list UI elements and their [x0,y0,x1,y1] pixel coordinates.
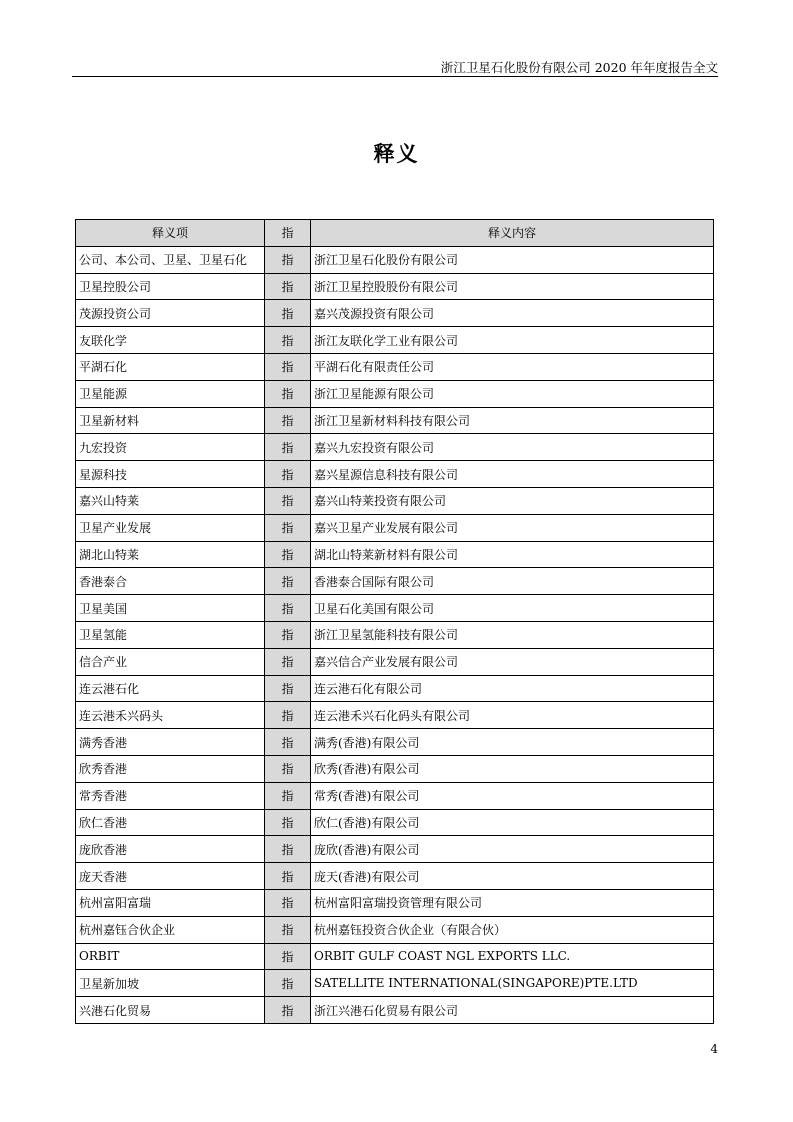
refers-cell: 指 [265,461,311,488]
refers-cell: 指 [265,729,311,756]
refers-cell: 指 [265,380,311,407]
refers-cell: 指 [265,997,311,1024]
definition-cell: 连云港石化有限公司 [311,675,714,702]
table-row [76,487,714,514]
definition-cell: 满秀(香港)有限公司 [311,729,714,756]
definition-cell: 庞天(香港)有限公司 [311,863,714,890]
table-row [76,273,714,300]
refers-cell: 指 [265,541,311,568]
refers-cell: 指 [265,300,311,327]
definition-cell: 杭州富阳富瑞投资管理有限公司 [311,889,714,916]
term-cell: 嘉兴山特莱 [76,487,265,514]
table-row [76,863,714,890]
definition-cell: 浙江卫星控股股份有限公司 [311,273,714,300]
term-cell: 卫星能源 [76,380,265,407]
definition-cell: SATELLITE INTERNATIONAL(SINGAPORE)PTE.LTD [311,970,714,997]
definition-cell: 嘉兴信合产业发展有限公司 [311,648,714,675]
definition-cell: 卫星石化美国有限公司 [311,595,714,622]
term-cell: 庞天香港 [76,863,265,890]
term-cell: 常秀香港 [76,782,265,809]
table-row [76,595,714,622]
table-row [76,407,714,434]
term-cell: 九宏投资 [76,434,265,461]
table-body [76,246,714,1023]
term-cell: 满秀香港 [76,729,265,756]
table-row [76,380,714,407]
definition-cell: 嘉兴星源信息科技有限公司 [311,461,714,488]
refers-cell: 指 [265,407,311,434]
column-header-definition: 释义内容 [311,220,714,247]
table-row [76,568,714,595]
table-row [76,434,714,461]
column-header-term: 释义项 [76,220,265,247]
definition-cell: 浙江卫星石化股份有限公司 [311,246,714,273]
term-cell: 平湖石化 [76,353,265,380]
header-rule [72,76,718,77]
refers-cell: 指 [265,514,311,541]
term-cell: 友联化学 [76,327,265,354]
table-row [76,889,714,916]
definition-cell: 庞欣(香港)有限公司 [311,836,714,863]
definition-cell: 平湖石化有限责任公司 [311,353,714,380]
term-cell: 卫星产业发展 [76,514,265,541]
definition-cell: 欣秀(香港)有限公司 [311,755,714,782]
refers-cell: 指 [265,809,311,836]
refers-cell: 指 [265,621,311,648]
refers-cell: 指 [265,889,311,916]
table-row [76,729,714,756]
refers-cell: 指 [265,595,311,622]
term-cell: 香港泰合 [76,568,265,595]
refers-cell: 指 [265,916,311,943]
term-cell: 杭州富阳富瑞 [76,889,265,916]
refers-cell: 指 [265,970,311,997]
definition-cell: 浙江卫星能源有限公司 [311,380,714,407]
definition-cell: 嘉兴山特莱投资有限公司 [311,487,714,514]
table-row [76,836,714,863]
definition-cell: 杭州嘉钰投资合伙企业（有限合伙） [311,916,714,943]
refers-cell: 指 [265,273,311,300]
table-row [76,943,714,970]
table-row [76,916,714,943]
definition-cell: 连云港禾兴石化码头有限公司 [311,702,714,729]
table-row [76,514,714,541]
definition-cell: 香港泰合国际有限公司 [311,568,714,595]
term-cell: 茂源投资公司 [76,300,265,327]
running-header: 浙江卫星石化股份有限公司 2020 年年度报告全文 [440,60,718,75]
table-row [76,997,714,1024]
definition-cell: ORBIT GULF COAST NGL EXPORTS LLC. [311,943,714,970]
refers-cell: 指 [265,943,311,970]
term-cell: 欣仁香港 [76,809,265,836]
page-title: 释义 [373,142,420,166]
page-number: 4 [710,1042,718,1056]
refers-cell: 指 [265,648,311,675]
refers-cell: 指 [265,702,311,729]
term-cell: 庞欣香港 [76,836,265,863]
term-cell: 卫星氢能 [76,621,265,648]
refers-cell: 指 [265,675,311,702]
table-row [76,461,714,488]
table-row [76,246,714,273]
table-row [76,327,714,354]
table-row [76,675,714,702]
refers-cell: 指 [265,863,311,890]
term-cell: 兴港石化贸易 [76,997,265,1024]
table-header-row [76,220,714,247]
definition-cell: 浙江友联化学工业有限公司 [311,327,714,354]
term-cell: 连云港禾兴码头 [76,702,265,729]
column-header-refers: 指 [265,220,311,247]
table-row [76,300,714,327]
definition-cell: 嘉兴九宏投资有限公司 [311,434,714,461]
table-row [76,782,714,809]
definition-cell: 湖北山特莱新材料有限公司 [311,541,714,568]
term-cell: 公司、本公司、卫星、卫星石化 [76,246,265,273]
definition-cell: 浙江卫星氢能科技有限公司 [311,621,714,648]
term-cell: 星源科技 [76,461,265,488]
refers-cell: 指 [265,434,311,461]
table-row [76,621,714,648]
definition-cell: 浙江卫星新材料科技有限公司 [311,407,714,434]
table-row [76,970,714,997]
term-cell: 信合产业 [76,648,265,675]
term-cell: 欣秀香港 [76,755,265,782]
table-row [76,648,714,675]
refers-cell: 指 [265,755,311,782]
table-row [76,755,714,782]
term-cell: 杭州嘉钰合伙企业 [76,916,265,943]
refers-cell: 指 [265,246,311,273]
term-cell: 连云港石化 [76,675,265,702]
refers-cell: 指 [265,327,311,354]
definition-cell: 浙江兴港石化贸易有限公司 [311,997,714,1024]
table-row [76,353,714,380]
refers-cell: 指 [265,836,311,863]
definition-cell: 嘉兴卫星产业发展有限公司 [311,514,714,541]
term-cell: 卫星新材料 [76,407,265,434]
refers-cell: 指 [265,487,311,514]
refers-cell: 指 [265,568,311,595]
term-cell: 卫星控股公司 [76,273,265,300]
table-row [76,541,714,568]
definition-cell: 欣仁(香港)有限公司 [311,809,714,836]
term-cell: 卫星新加坡 [76,970,265,997]
refers-cell: 指 [265,782,311,809]
definition-cell: 嘉兴茂源投资有限公司 [311,300,714,327]
term-cell: 卫星美国 [76,595,265,622]
table-row [76,702,714,729]
definition-cell: 常秀(香港)有限公司 [311,782,714,809]
term-cell: 湖北山特莱 [76,541,265,568]
term-cell: ORBIT [76,943,265,970]
refers-cell: 指 [265,353,311,380]
table-row [76,809,714,836]
definitions-table [75,219,714,1024]
